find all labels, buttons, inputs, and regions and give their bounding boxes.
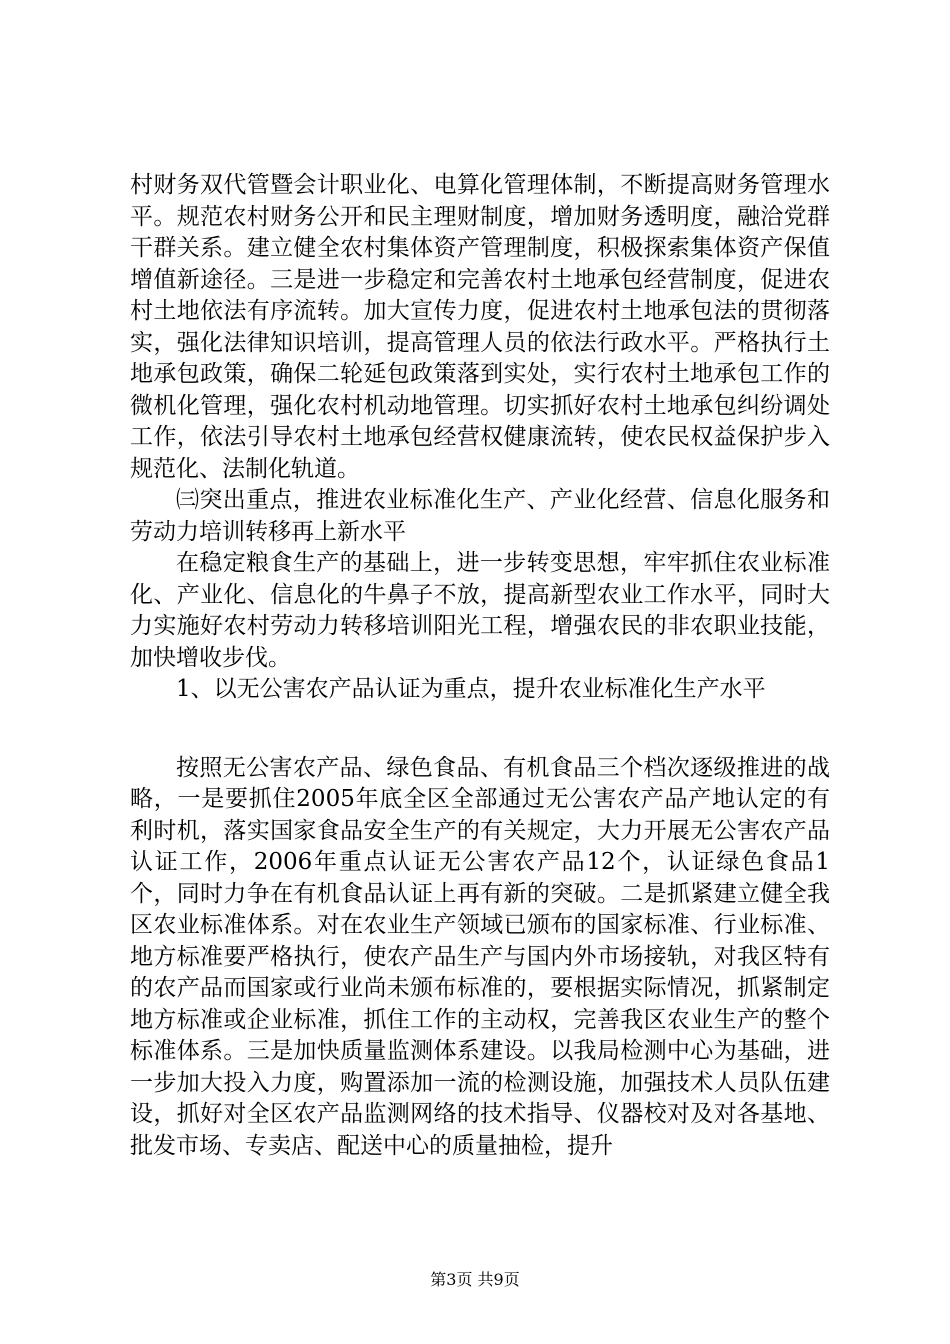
paragraph-rural-finance: 村财务双代管暨会计职业化、电算化管理体制，不断提高财务管理水平。规范农村财务公开和民主理财制度，增加财务透明度，融洽党群干群关系。建立健全农村集体资产管理制度，积极探索集体资产保值增值新途径。三是进一步稳定和完善农村土地承包经营制度，促进农村土地依法有序流转。加大宣传力度，促进农村土地承包法的贯彻落实，强化法律知识培训，提高管理人员的依法行政水平。严格执行土地承包政策，确保二轮延包政策落到实处，实行农村土地承包工作的微机化管理，强化农村机动地管理。切实抓好农村土地承包纠纷调处工作，依法引导农村土地承包经营权健康流转，使农民权益保护步入规范化、法制化轨道。 bbox=[130, 172, 830, 482]
paragraph-gap bbox=[130, 706, 830, 753]
document-body bbox=[130, 170, 830, 1162]
section-heading-3: ㈢突出重点，推进农业标准化生产、产业化经营、信息化服务和劳动力培训转移再上新水平 bbox=[130, 487, 830, 545]
paragraph-certification: 按照无公害农产品、绿色食品、有机食品三个档次逐级推进的战略，一是要抓住2005年底全区全部通过无公害农产品产地认定的有利时机，落实国家食品安全生产的有关规定，大力开展无公害农产品认证工作，2006年重点认证无公害农产品12个，认证绿色食品1个，同时力争在有机食品认证上再有新的突破。二是抓紧建立健全我区农业标准体系。对在农业生产领域已颁布的国家标准、行业标准、地方标准要严格执行，使农产品生产与国内外市场接轨，对我区特有的农产品而国家或行业尚未颁布标准的，要根据实际情况，抓紧制定地方标准或企业标准，抓住工作的主动权，完善我区农业生产的整个标准体系。三是加快质量监测体系建设。以我局检测中心为基础，进一步加大投入力度，购置添加一流的检测设施，加强技术人员队伍建设，抓好对全区农产品监测网络的技术指导、仪器校对及对各基地、批发市场、专卖店、配送中心的质量抽检，提升 bbox=[130, 754, 830, 1159]
paragraph-section-intro: 在稳定粮食生产的基础上，进一步转变思想，牢牢抓住农业标准化、产业化、信息化的牛鼻子不放，提高新型农业工作水平，同时大力实施好农村劳动力转移培训阳光工程，增强农民的非农职业技能，加快增收步伐。 bbox=[130, 550, 830, 671]
subheading-1: 1、以无公害农产品认证为重点，提升农业标准化生产水平 bbox=[176, 676, 766, 702]
page-footer: 第3页 共9页 bbox=[430, 1270, 520, 1289]
